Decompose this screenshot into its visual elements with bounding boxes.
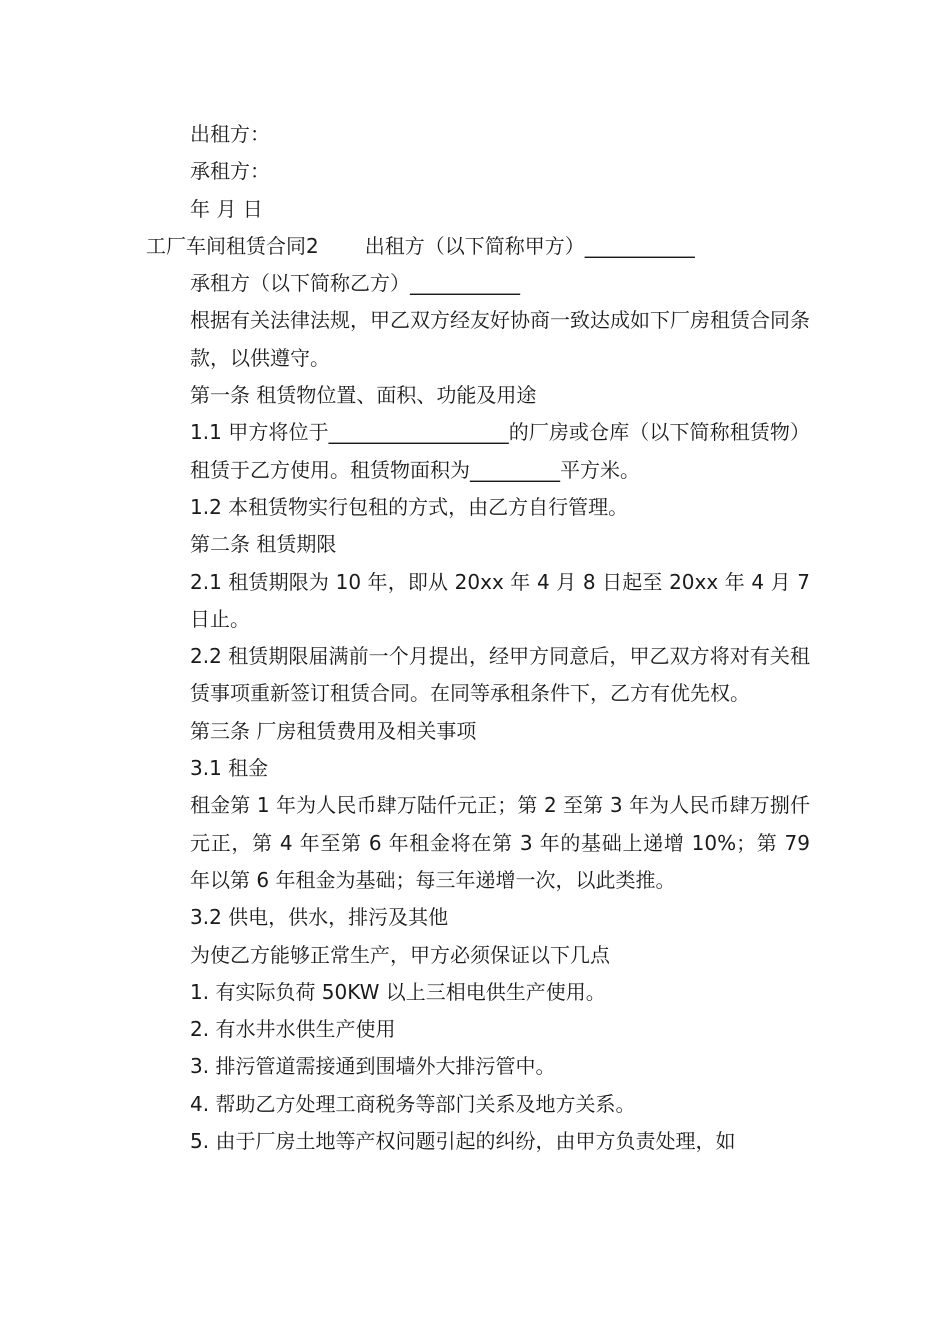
contract-title: 工厂车间租赁合同2: [146, 233, 319, 258]
clause-3-2-intro: 为使乙方能够正常生产，甲方必须保证以下几点: [190, 942, 610, 967]
list-item-5: 5. 由于厂房土地等产权问题引起的纠纷，由甲方负责处理，如: [190, 1129, 736, 1154]
lessor-line: 出租方：: [190, 122, 270, 146]
lessor-full-line: 出租方（以下简称甲方）___________: [364, 233, 695, 258]
document-body: [146, 116, 810, 1160]
lessee-line: 承租方：: [190, 159, 270, 184]
clause-2-2: 2.2 租赁期限届满前一个月提出，经甲方同意后，甲乙双方将对有关租赁事项重新签订租赁合同。在同等承租条件下，乙方有优先权。: [190, 644, 810, 706]
preamble-paragraph: 根据有关法律法规，甲乙双方经友好协商一致达成如下厂房租赁合同条款，以供遵守。: [190, 308, 810, 370]
contract-heading-line: [146, 228, 810, 265]
clause-3-1-text: 租金第 1 年为人民币肆万陆仟元正；第 2 至第 3 年为人民币肆万捌仟元正，第 4 年至第 6 年租金将在第 3 年的基础上递增 10%；第 79 年以第 6 年租金为基础；每三年递增一次，以此类推。: [190, 793, 810, 892]
list-item-4: 4. 帮助乙方处理工商税务等部门关系及地方关系。: [190, 1091, 636, 1116]
clause-3-2-title: 3.2 供电，供水，排污及其他: [190, 905, 449, 930]
clause-3-1-title: 3.1 租金: [190, 756, 269, 781]
date-line: 年 月 日: [190, 196, 263, 221]
list-item-2: 2. 有水井水供生产使用: [190, 1017, 396, 1042]
article-1-title: 第一条 租赁物位置、面积、功能及用途: [190, 383, 537, 408]
list-item-1: 1. 有实际负荷 50KW 以上三相电供生产使用。: [190, 979, 606, 1004]
article-2-title: 第二条 租赁期限: [190, 532, 337, 557]
clause-2-1: 2.1 租赁期限为 10 年，即从 20xx 年 4 月 8 日起至 20xx 年 4 月 7 日止。: [190, 569, 810, 631]
clause-1-1: 1.1 甲方将位于__________________的厂房或仓库（以下简称租赁物）租赁于乙方使用。租赁物面积为_________平方米。: [190, 420, 810, 482]
clause-1-2: 1.2 本租赁物实行包租的方式，由乙方自行管理。: [190, 494, 629, 519]
article-3-title: 第三条 厂房租赁费用及相关事项: [190, 718, 477, 743]
list-item-3: 3. 排污管道需接通到围墙外大排污管中。: [190, 1054, 556, 1079]
lessee-full-line: 承租方（以下简称乙方）___________: [190, 271, 520, 296]
